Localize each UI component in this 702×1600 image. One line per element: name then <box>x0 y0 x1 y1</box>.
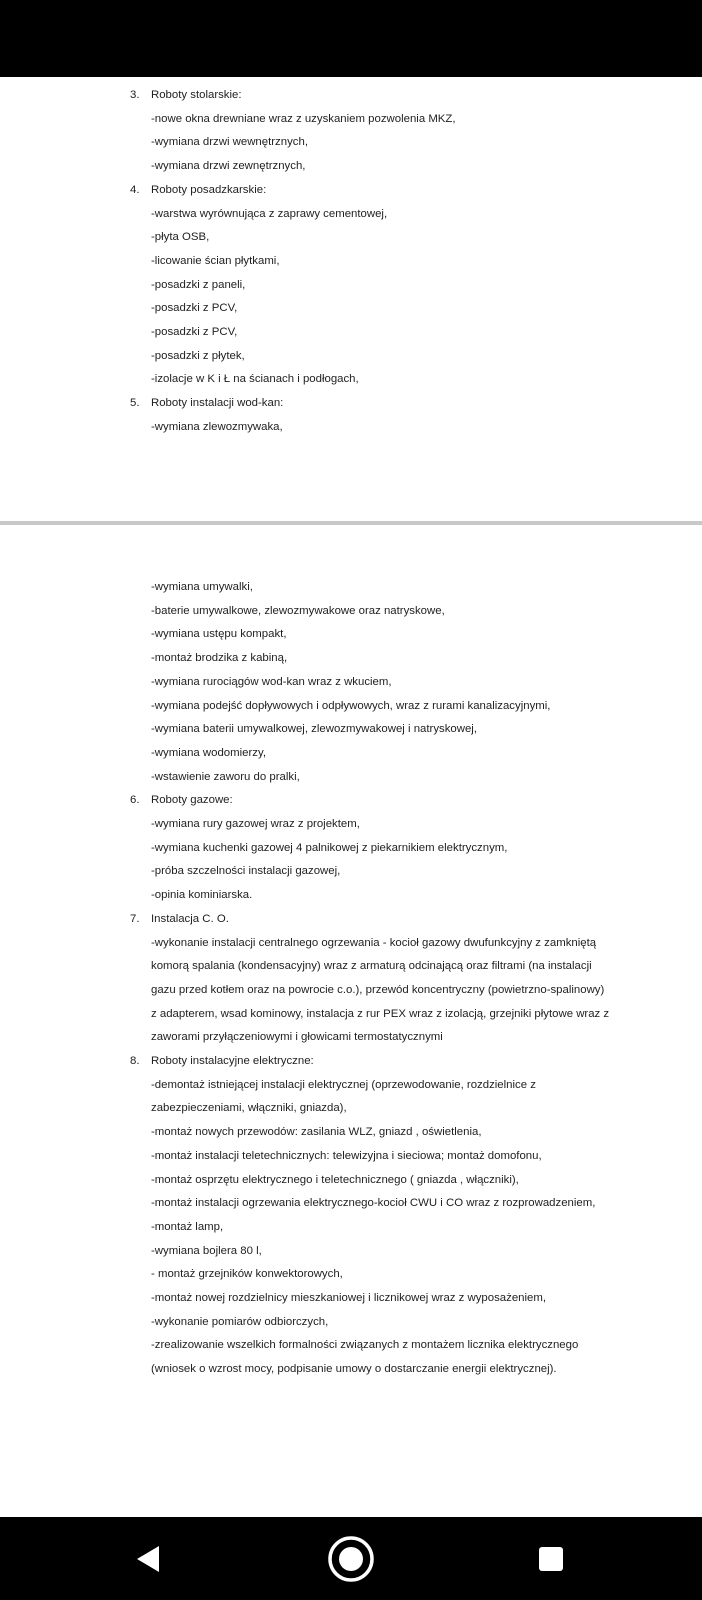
document-line: -warstwa wyrównująca z zaprawy cementowej, <box>151 207 388 220</box>
document-line: -montaż nowych przewodów: zasilania WLZ, gniazd , oświetlenia, <box>151 1126 482 1139</box>
document-line: -montaż instalacji teletechnicznych: telewizyjna i sieciowa; montaż domofonu, <box>151 1149 542 1162</box>
document-page-2[interactable] <box>0 525 702 1517</box>
document-line: -wymiana podejść dopływowych i odpływowych, wraz z rurami kanalizacyjnymi, <box>151 699 551 712</box>
document-line: -wymiana bojlera 80 l, <box>151 1244 262 1257</box>
navigation-bar <box>0 1517 702 1600</box>
section-heading: Roboty posadzkarskie: <box>151 183 267 196</box>
home-button[interactable] <box>306 1517 396 1600</box>
document-line: -wymiana baterii umywalkowej, zlewozmywakowej i natryskowej, <box>151 723 478 736</box>
document-line: -wymiana ustępu kompakt, <box>151 628 287 641</box>
document-line: -wymiana rurociągów wod-kan wraz z wkuciem, <box>151 675 392 688</box>
document-line: gazu przed kotłem oraz na powrocie c.o.), przewód koncentryczny (powietrzno-spalinowy) <box>151 983 605 996</box>
document-line: komorą spalania (kondensacyjny) wraz z armaturą odcinającą oraz filtrami (na instalacji <box>151 960 592 973</box>
section-heading: Roboty instalacji wod-kan: <box>151 397 284 410</box>
document-line: -montaż brodzika z kabiną, <box>151 652 288 665</box>
document-line: -baterie umywalkowe, zlewozmywakowe oraz natryskowe, <box>151 604 445 617</box>
document-line: -wymiana kuchenki gazowej 4 palnikowej z piekarnikiem elektrycznym, <box>151 841 508 854</box>
document-line: -posadzki z PCV, <box>151 326 238 338</box>
document-line: -wymiana wodomierzy, <box>151 746 266 759</box>
document-line: -wymiana rury gazowej wraz z projektem, <box>151 818 360 830</box>
section-heading: Roboty stolarskie: <box>151 89 242 101</box>
document-line: -posadzki z paneli, <box>151 278 246 291</box>
list-number: 5. <box>130 397 140 410</box>
document-line: -próba szczelności instalacji gazowej, <box>151 865 341 878</box>
recents-square-icon <box>537 1545 565 1573</box>
list-number: 7. <box>130 912 140 925</box>
document-line: -opinia kominiarska. <box>151 889 253 902</box>
document-line: -montaż nowej rozdzielnicy mieszkaniowej i licznikowej wraz z wyposażeniem, <box>151 1292 547 1304</box>
document-line: -posadzki z płytek, <box>151 349 245 362</box>
home-circle-icon <box>326 1534 376 1584</box>
document-line: zabezpieczeniami, włączniki, gniazda), <box>151 1102 347 1115</box>
document-line: (wniosek o wzrost mocy, podpisanie umowy o dostarczanie energii elektrycznej). <box>151 1363 557 1376</box>
document-line: -montaż osprzętu elektrycznego i teletechnicznego ( gniazda , włączniki), <box>151 1173 519 1186</box>
section-heading: Roboty gazowe: <box>151 794 233 807</box>
back-triangle-icon <box>135 1544 163 1574</box>
document-line: -licowanie ścian płytkami, <box>151 254 280 267</box>
document-line: -posadzki z PCV, <box>151 302 238 315</box>
document-line: -montaż lamp, <box>151 1220 224 1233</box>
list-number: 8. <box>130 1055 140 1067</box>
document-line: -zrealizowanie wszelkich formalności związanych z montażem licznika elektrycznego <box>151 1339 579 1352</box>
document-line: z adapterem, wsad kominowy, instalacja z rur PEX wraz z izolacją, grzejniki płytowe wraz z <box>151 1007 610 1020</box>
document-line: -montaż instalacji ogrzewania elektrycznego-kocioł CWU i CO wraz z rozprowadzeniem, <box>151 1197 596 1210</box>
list-number: 4. <box>130 183 140 196</box>
document-page-1[interactable] <box>0 77 702 521</box>
document-line: -płyta OSB, <box>151 231 210 244</box>
document-line: -wykonanie pomiarów odbiorczych, <box>151 1315 329 1328</box>
list-number: 6. <box>130 794 140 807</box>
document-line: - montaż grzejników konwektorowych, <box>151 1268 343 1281</box>
status-bar <box>0 0 702 77</box>
document-line: -demontaż istniejącej instalacji elektrycznej (oprzewodowanie, rozdzielnice z <box>151 1078 536 1091</box>
section-heading: Instalacja C. O. <box>151 912 229 925</box>
back-button[interactable] <box>104 1517 194 1600</box>
document-line: zaworami przyłączeniowymi i głowicami termostatycznymi <box>151 1031 443 1044</box>
section-heading: Roboty instalacyjne elektryczne: <box>151 1055 314 1067</box>
document-line: -wstawienie zaworu do pralki, <box>151 770 300 783</box>
document-line: -wymiana umywalki, <box>151 581 253 593</box>
document-line: -wymiana drzwi zewnętrznych, <box>151 160 306 173</box>
document-line: -wymiana zlewozmywaka, <box>151 420 283 433</box>
recents-button[interactable] <box>506 1517 596 1600</box>
document-line: -wymiana drzwi wewnętrznych, <box>151 136 308 149</box>
list-number: 3. <box>130 89 140 101</box>
document-line: -nowe okna drewniane wraz z uzyskaniem pozwolenia MKZ, <box>151 112 456 125</box>
document-line: -wykonanie instalacji centralnego ogrzewania - kocioł gazowy dwufunkcyjny z zamkniętą <box>151 936 597 949</box>
document-line: -izolacje w K i Ł na ścianach i podłogach, <box>151 373 359 386</box>
